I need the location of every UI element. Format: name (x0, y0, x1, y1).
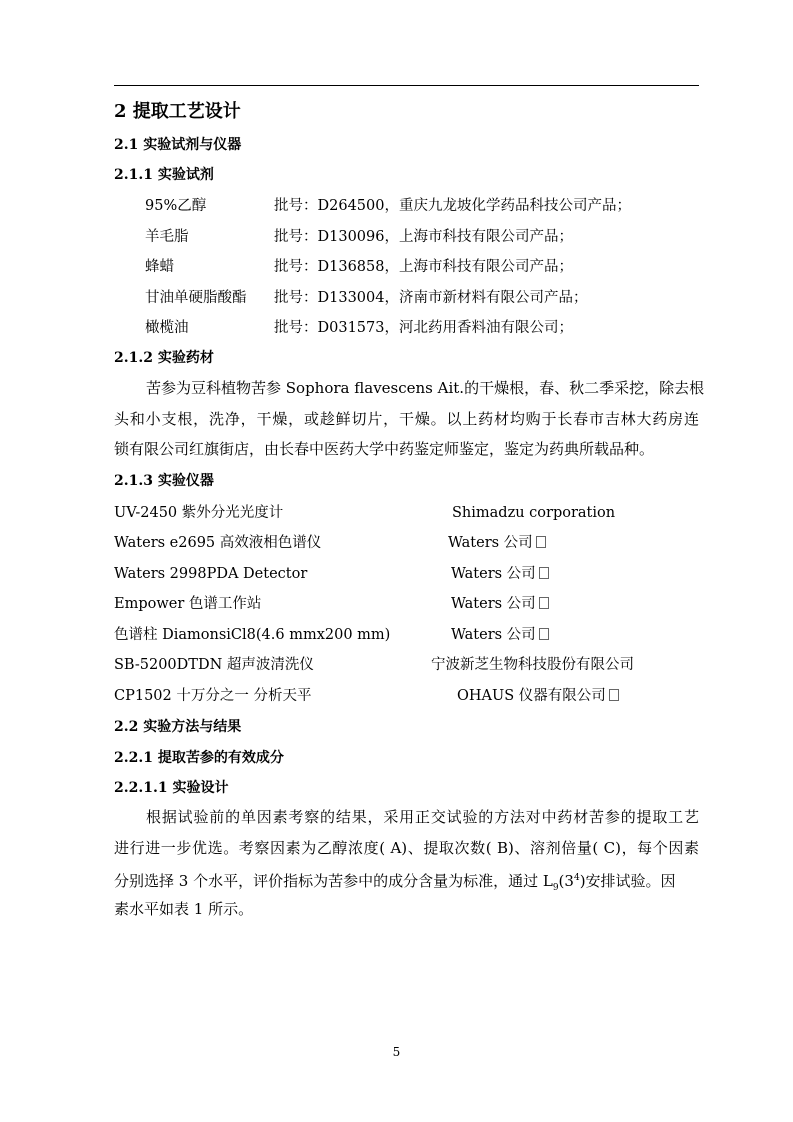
header-rule (114, 85, 699, 86)
reagent-info: 批号：D264500，重庆九龙坡化学药品科技公司产品； (274, 198, 631, 214)
reagent-info: 批号：D130096，上海市科技有限公司产品； (274, 229, 573, 245)
reagent-name: 橄榄油 (145, 320, 189, 336)
reagent-info: 批号：D031573，河北药用香料油有限公司； (274, 320, 573, 336)
reagent-row (145, 258, 573, 276)
reagent-name: 蜂蜡 (145, 259, 174, 275)
formula-suffix: )安排试验。因 (579, 872, 676, 890)
placeholder-box-icon (539, 628, 549, 640)
reagent-row (145, 289, 587, 307)
formula-prefix: 分别选择 3 个水平，评价指标为苦参中的成分含量为标准，通过 L (114, 872, 553, 890)
placeholder-box-icon (539, 567, 549, 579)
instrument-maker: Waters 公司 (451, 627, 536, 643)
paragraph-line-formula (114, 863, 699, 894)
instrument-name: Waters 2998PDA Detector (114, 566, 308, 582)
paragraph-line: 根据试验前的单因素考察的结果，采用正交试验的方法对中药材苦参的提取工艺 (146, 808, 699, 826)
instrument-maker-cell (448, 534, 546, 552)
instrument-maker: Waters 公司 (451, 566, 536, 582)
herb-paragraph (114, 373, 705, 465)
section-heading-2-2-1: 2.2.1 提取苦参的有效成分 (114, 750, 284, 766)
formula-superscript: 4 (573, 873, 580, 883)
section-heading-2-1-3: 2.1.3 实验仪器 (114, 473, 214, 489)
reagent-name: 羊毛脂 (145, 229, 189, 245)
paragraph-line: 进行进一步优选。考察因素为乙醇浓度( A)、提取次数( B)、溶剂倍量( C)，每个因素 (114, 838, 699, 857)
formula-base: (3 (558, 872, 574, 890)
reagent-info: 批号：D133004，济南市新材料有限公司产品； (274, 290, 588, 306)
paragraph-line: 头和小支根，洗净，干燥，或趁鲜切片，干燥。以上药材均购于长春市吉林大药房连 (114, 409, 699, 428)
reagent-row (145, 319, 573, 337)
instrument-maker-cell (457, 687, 619, 705)
instrument-maker: Waters 公司 (448, 535, 533, 551)
reagent-name: 甘油单硬脂酸酯 (145, 290, 247, 306)
instrument-maker: OHAUS 仪器有限公司 (457, 688, 606, 704)
reagent-row (145, 228, 573, 246)
formula-subscript: 9 (552, 883, 559, 893)
paragraph-line: 素水平如表 1 所示。 (114, 899, 254, 918)
placeholder-box-icon (536, 536, 546, 548)
instrument-name: CP1502 十万分之一 分析天平 (114, 688, 312, 704)
paragraph-line: 锁有限公司红旗街店，由长春中医药大学中药鉴定师鉴定，鉴定为药典所载品种。 (114, 440, 655, 458)
section-heading-2-1-1: 2.1.1 实验试剂 (114, 167, 214, 183)
reagent-row (145, 197, 631, 215)
chapter-heading: 2 提取工艺设计 (114, 101, 241, 122)
design-paragraph (114, 802, 699, 924)
instrument-name: Waters e2695 高效液相色谱仪 (114, 535, 322, 551)
instrument-maker: Shimadzu corporation (452, 505, 616, 521)
reagent-info: 批号：D136858，上海市科技有限公司产品； (274, 259, 573, 275)
instrument-maker: 宁波新芝生物科技股份有限公司 (431, 657, 634, 673)
section-heading-2-1: 2.1 实验试剂与仪器 (114, 137, 242, 153)
instrument-name: UV-2450 紫外分光光度计 (114, 505, 284, 521)
instrument-name: 色谱柱 DiamonsiCl8(4.6 mmx200 mm) (114, 627, 391, 643)
reagent-name: 95%乙醇 (145, 198, 207, 214)
section-heading-2-1-2: 2.1.2 实验药材 (114, 350, 214, 366)
placeholder-box-icon (609, 689, 619, 701)
paragraph-line: 苦参为豆科植物苦参 Sophora flavescens Ait.的干燥根，春、秋二季采挖，除去根 (146, 379, 705, 397)
section-heading-2-2-1-1: 2.2.1.1 实验设计 (114, 780, 229, 796)
page-number: 5 (392, 1045, 401, 1059)
section-heading-2-2: 2.2 实验方法与结果 (114, 719, 242, 735)
instrument-maker-cell (451, 626, 549, 644)
instrument-maker-cell (451, 565, 549, 583)
instrument-name: Empower 色谱工作站 (114, 596, 262, 612)
instrument-maker: Waters 公司 (451, 596, 536, 612)
instrument-name: SB-5200DTDN 超声波清洗仪 (114, 657, 314, 673)
placeholder-box-icon (539, 597, 549, 609)
instrument-maker-cell (451, 595, 549, 613)
